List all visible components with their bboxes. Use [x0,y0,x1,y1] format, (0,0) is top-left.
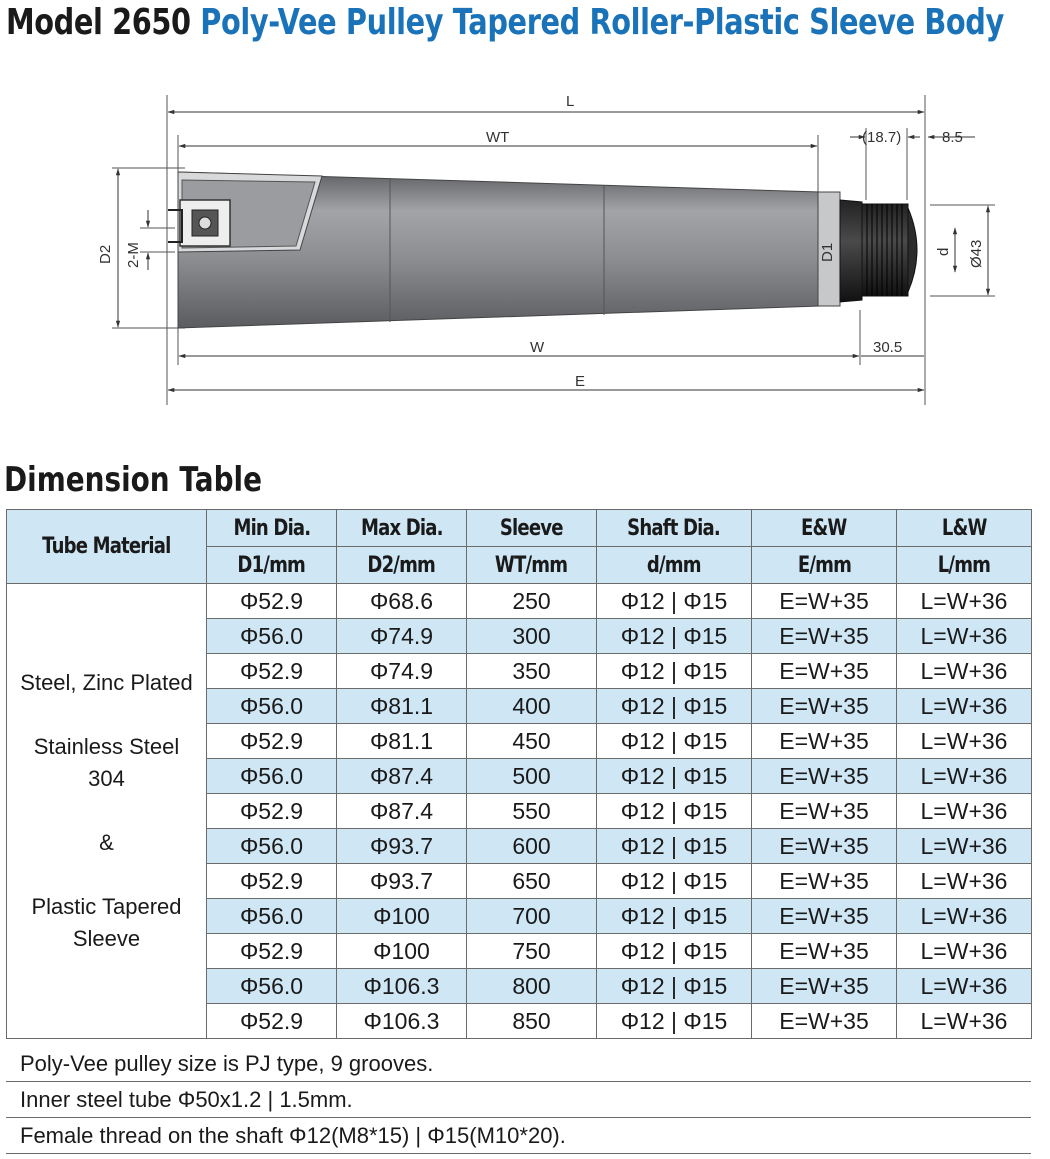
cell-wt: 850 [467,1004,597,1039]
label-d: d [935,247,952,256]
cell-d1: Φ52.9 [207,724,337,759]
product-description: Poly-Vee Pulley Tapered Roller-Plastic Sleeve Body [200,2,1004,43]
cell-l: L=W+36 [897,689,1032,724]
cell-wt: 300 [467,619,597,654]
material-line: Stainless Steel [33,734,180,759]
cell-d1: Φ52.9 [207,934,337,969]
header-shaft-dia: Shaft Dia. [597,510,752,547]
header-wt-unit: WT/mm [467,547,597,584]
roller-body [168,172,820,328]
cell-wt: 450 [467,724,597,759]
cell-e: E=W+35 [752,689,897,724]
cell-l: L=W+36 [897,899,1032,934]
cell-d1: Φ56.0 [207,619,337,654]
note-pulley: Poly-Vee pulley size is PJ type, 9 grooves. [6,1046,1031,1082]
cell-e: E=W+35 [752,829,897,864]
cell-d1: Φ56.0 [207,829,337,864]
header-e-unit: E/mm [752,547,897,584]
cell-d1: Φ56.0 [207,689,337,724]
cell-d1: Φ52.9 [207,584,337,619]
cell-d1: Φ56.0 [207,969,337,1004]
cell-l: L=W+36 [897,584,1032,619]
cell-e: E=W+35 [752,1004,897,1039]
cell-d1: Φ56.0 [207,899,337,934]
header-tube-material: Tube Material [7,510,207,584]
cell-wt: 350 [467,654,597,689]
model-number: Model 2650 [6,2,191,43]
cell-d2: Φ81.1 [337,724,467,759]
cell-shaft: Φ12 | Φ15 [597,794,752,829]
cell-d1: Φ52.9 [207,794,337,829]
label-18-7: (18.7) [862,129,902,146]
header-l-unit: L/mm [897,547,1032,584]
header-min-dia: Min Dia. [207,510,337,547]
note-thread: Female thread on the shaft Φ12(M8*15) | Φ15(M10*20). [6,1118,1031,1154]
header-d-unit: d/mm [597,547,752,584]
cell-l: L=W+36 [897,864,1032,899]
tube-material-cell [7,584,207,1039]
cell-e: E=W+35 [752,759,897,794]
label-8-5: 8.5 [942,129,963,146]
header-d1-unit: D1/mm [207,547,337,584]
cell-d2: Φ106.3 [337,969,467,1004]
cell-d2: Φ87.4 [337,794,467,829]
cell-wt: 650 [467,864,597,899]
cell-d1: Φ52.9 [207,654,337,689]
header-d2-unit: D2/mm [337,547,467,584]
label-30-5: 30.5 [873,339,903,356]
table-row [7,584,1032,619]
label-L: L [566,93,575,110]
roller-technical-drawing [0,60,1050,415]
label-D1: D1 [819,242,836,262]
cell-l: L=W+36 [897,759,1032,794]
cell-shaft: Φ12 | Φ15 [597,934,752,969]
cell-d2: Φ68.6 [337,584,467,619]
page-title [6,2,1004,43]
cell-d2: Φ74.9 [337,654,467,689]
cell-shaft: Φ12 | Φ15 [597,1004,752,1039]
cell-d2: Φ81.1 [337,689,467,724]
cell-l: L=W+36 [897,654,1032,689]
cell-d2: Φ74.9 [337,619,467,654]
header-sleeve: Sleeve [467,510,597,547]
section-title: Dimension Table [4,460,263,500]
cell-e: E=W+35 [752,864,897,899]
cell-wt: 600 [467,829,597,864]
cell-shaft: Φ12 | Φ15 [597,759,752,794]
cell-e: E=W+35 [752,934,897,969]
cell-e: E=W+35 [752,724,897,759]
cell-wt: 800 [467,969,597,1004]
cell-d2: Φ93.7 [337,829,467,864]
cell-d2: Φ100 [337,934,467,969]
cell-wt: 250 [467,584,597,619]
cell-l: L=W+36 [897,619,1032,654]
dimension-table [6,509,1032,1039]
note-inner-tube: Inner steel tube Φ50x1.2 | 1.5mm. [6,1082,1031,1118]
cell-wt: 750 [467,934,597,969]
cell-wt: 400 [467,689,597,724]
cell-shaft: Φ12 | Φ15 [597,969,752,1004]
label-D2: D2 [97,244,114,264]
cell-d2: Φ100 [337,899,467,934]
cell-d2: Φ93.7 [337,864,467,899]
cell-l: L=W+36 [897,724,1032,759]
label-W: W [530,339,545,356]
cell-d2: Φ106.3 [337,1004,467,1039]
cell-shaft: Φ12 | Φ15 [597,899,752,934]
cell-e: E=W+35 [752,969,897,1004]
cell-wt: 550 [467,794,597,829]
cell-e: E=W+35 [752,619,897,654]
cell-wt: 500 [467,759,597,794]
cell-d1: Φ52.9 [207,1004,337,1039]
cell-shaft: Φ12 | Φ15 [597,654,752,689]
material-line: Sleeve [72,926,141,951]
cell-l: L=W+36 [897,969,1032,1004]
label-dia-43: Ø43 [968,239,985,268]
cell-e: E=W+35 [752,654,897,689]
cell-shaft: Φ12 | Φ15 [597,689,752,724]
header-ew: E&W [752,510,897,547]
cell-wt: 700 [467,899,597,934]
material-line: & [99,830,114,855]
label-2-M: 2-M [125,242,142,268]
material-line: Steel, Zinc Plated [20,670,193,695]
cell-shaft: Φ12 | Φ15 [597,864,752,899]
cell-d1: Φ52.9 [207,864,337,899]
cell-d1: Φ56.0 [207,759,337,794]
material-line: 304 [88,766,125,791]
cell-e: E=W+35 [752,899,897,934]
cell-shaft: Φ12 | Φ15 [597,724,752,759]
label-WT: WT [486,129,510,146]
cell-l: L=W+36 [897,1004,1032,1039]
cell-l: L=W+36 [897,794,1032,829]
header-max-dia: Max Dia. [337,510,467,547]
cell-e: E=W+35 [752,794,897,829]
cell-shaft: Φ12 | Φ15 [597,829,752,864]
header-lw: L&W [897,510,1032,547]
label-E: E [575,373,586,390]
material-line: Plastic Tapered [31,894,182,919]
cell-d2: Φ87.4 [337,759,467,794]
cell-shaft: Φ12 | Φ15 [597,584,752,619]
cell-l: L=W+36 [897,934,1032,969]
cell-l: L=W+36 [897,829,1032,864]
cell-e: E=W+35 [752,584,897,619]
cell-shaft: Φ12 | Φ15 [597,619,752,654]
